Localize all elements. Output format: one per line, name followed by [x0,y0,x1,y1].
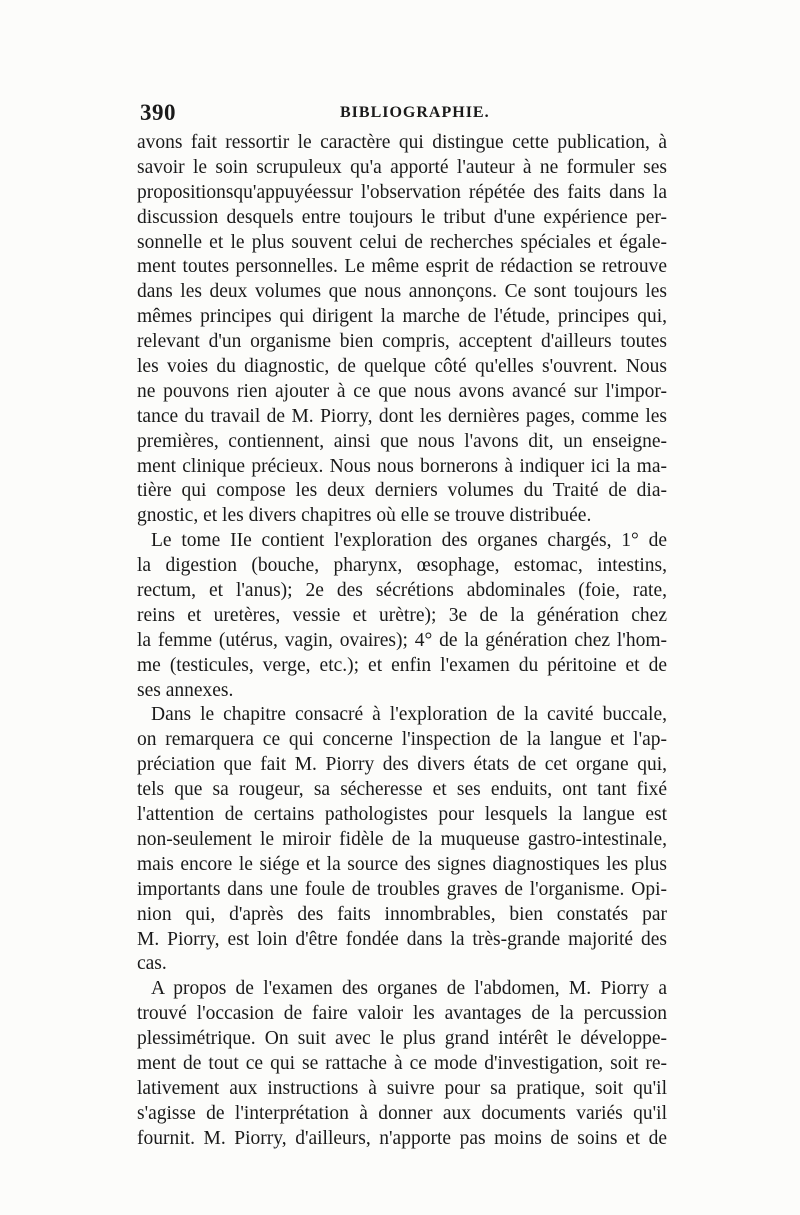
text-line: ment clinique précieux. Nous nous bornerons à indiquer ici la ma- [137,455,667,477]
text-line: tance du travail de M. Piorry, dont les dernières pages, comme les [137,405,667,427]
text-line: discussion desquels entre toujours le tribut d'une expérience per- [137,206,667,228]
body-text [137,131,667,1152]
text-line: mêmes principes qui dirigent la marche de l'étude, principes qui, [137,306,667,328]
text-line: premières, contiennent, ainsi que nous l'avons dit, un enseigne- [137,430,667,452]
text-line: Dans le chapitre consacré à l'exploration de la cavité buccale, [151,704,667,726]
text-line: plessimétrique. On suit avec le plus grand intérêt le développe- [137,1028,667,1050]
text-line: savoir le soin scrupuleux qu'a apporté l'auteur à ne formuler ses [137,156,667,178]
running-title: BIBLIOGRAPHIE. [340,104,490,121]
text-line: lativement aux instructions à suivre pour sa pratique, soit qu'il [137,1077,667,1099]
text-line: dans les deux volumes que nous annonçons. Ce sont toujours les [137,281,667,303]
text-line: non-seulement le miroir fidèle de la muqueuse gastro-intestinale, [137,828,667,850]
text-line: mais encore le siége et la source des signes diagnostiques les plus [137,853,667,875]
text-line: trouvé l'occasion de faire valoir les avantages de la percussion [137,1003,667,1025]
text-line: préciation que fait M. Piorry des divers états de cet organe qui, [137,754,667,776]
text-line: avons fait ressortir le caractère qui distingue cette publication, à [137,132,667,153]
text-line: M. Piorry, est loin d'être fondée dans la très-grande majorité des [137,928,667,950]
page-number: 390 [140,100,176,125]
text-line: Le tome IIe contient l'exploration des organes chargés, 1° de [151,530,667,552]
text-line: propositionsqu'appuyéessur l'observation répétée des faits dans la [137,181,667,203]
text-line: cas. [137,953,167,975]
text-line: reins et uretères, vessie et urètre); 3e de la génération chez [137,604,667,626]
text-line: ne pouvons rien ajouter à ce que nous avons avancé sur l'impor- [137,380,667,402]
text-line: gnostic, et les divers chapitres où elle se trouve distribuée. [137,505,592,527]
text-line: rectum, et l'anus); 2e des sécrétions abdominales (foie, rate, [137,580,667,602]
text-line: ment de tout ce qui se rattache à ce mode d'investigation, soit re- [137,1052,667,1074]
text-line: importants dans une foule de troubles graves de l'organisme. Opi- [137,878,667,900]
text-line: nion qui, d'après des faits innombrables, bien constatés par [137,903,667,925]
text-line: tels que sa rougeur, sa sécheresse et ses enduits, ont tant fixé [137,779,667,801]
text-line: ment toutes personnelles. Le même esprit de rédaction se retrouve [137,256,667,278]
text-line: les voies du diagnostic, de quelque côté qu'elles s'ouvrent. Nous [137,356,667,378]
text-line: me (testicules, verge, etc.); et enfin l'examen du péritoine et de [137,654,667,676]
text-line: l'attention de certains pathologistes pour lesquels la langue est [137,804,667,826]
text-line: la femme (utérus, vagin, ovaires); 4° de la génération chez l'hom- [137,629,667,651]
text-line: A propos de l'examen des organes de l'abdomen, M. Piorry a [151,978,667,1000]
text-line: relevant d'un organisme bien compris, acceptent d'ailleurs toutes [137,331,667,353]
page-header [140,100,660,126]
text-line: ses annexes. [137,679,234,701]
text-line: fournit. M. Piorry, d'ailleurs, n'apporte pas moins de soins et de [137,1127,667,1149]
text-line: sonnelle et le plus souvent celui de recherches spéciales et égale- [137,231,667,253]
text-line: on remarquera ce qui concerne l'inspection de la langue et l'ap- [137,729,667,751]
text-line: la digestion (bouche, pharynx, œsophage, estomac, intestins, [137,555,667,577]
text-line: tière qui compose les deux derniers volumes du Traité de dia- [137,480,667,502]
text-line: s'agisse de l'interprétation à donner aux documents variés qu'il [137,1102,667,1124]
